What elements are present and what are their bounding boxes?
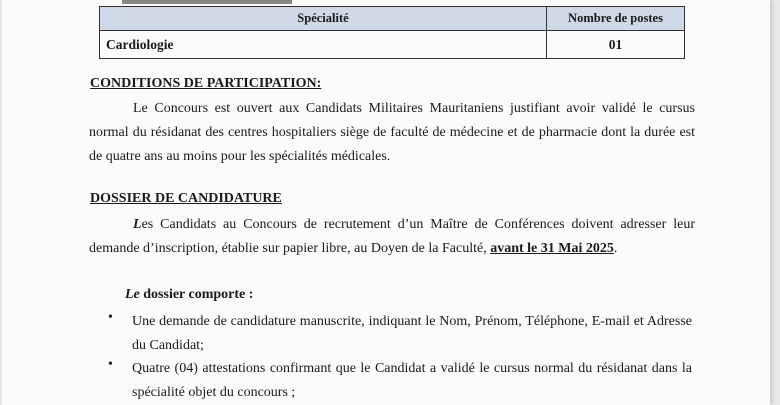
document-page (2, 0, 770, 405)
list-item: Quatre (04) attestations confirmant que le Candidat a validé le cursus normal du résidanat dans la spécialité objet du concours ; (132, 361, 692, 400)
list-item: Une demande de candidature manuscrite, indiquant le Nom, Prénom, Téléphone, E-mail et Adresse du Candidat; (132, 314, 692, 353)
cell-speciality: Cardiologie (100, 31, 547, 59)
table-row (100, 31, 685, 59)
bullet-icon: • (108, 357, 113, 372)
deadline-text: avant le 31 Mai 2025 (490, 241, 614, 256)
list-title (125, 287, 253, 303)
dossier-lead-letter: L (133, 217, 142, 232)
conditions-title: CONDITIONS DE PARTICIPATION: (90, 76, 322, 91)
list-title-rest: dossier comporte : (139, 287, 254, 302)
header-speciality: Spécialité (100, 7, 547, 31)
table-header-row (100, 7, 685, 31)
list-title-italic: Le (125, 287, 140, 302)
conditions-paragraph (89, 97, 695, 169)
dossier-text: es Candidats au Concours de recrutement d’un Maître de Conférences doivent adresser leur demande d’inscription, établie sur papier libre, au Doyen de la Faculté, (89, 217, 695, 256)
cell-post-count: 01 (547, 31, 685, 59)
cropped-text-fragment (122, 0, 292, 4)
dossier-title: DOSSIER DE CANDIDATURE (90, 191, 282, 206)
positions-table (99, 6, 685, 59)
conditions-text: Le Concours est ouvert aux Candidats Militaires Mauritaniens justifiant avoir validé le cursus normal du résidanat des centres hospitaliers siège de faculté de médecine et de pharmacie dont la durée est de quatre ans au moins pour les spécialités médicales. (89, 101, 695, 164)
dossier-paragraph (89, 213, 695, 261)
bullet-icon: • (108, 310, 113, 325)
header-post-count: Nombre de postes (547, 7, 685, 31)
dossier-text-end: . (613, 241, 618, 256)
